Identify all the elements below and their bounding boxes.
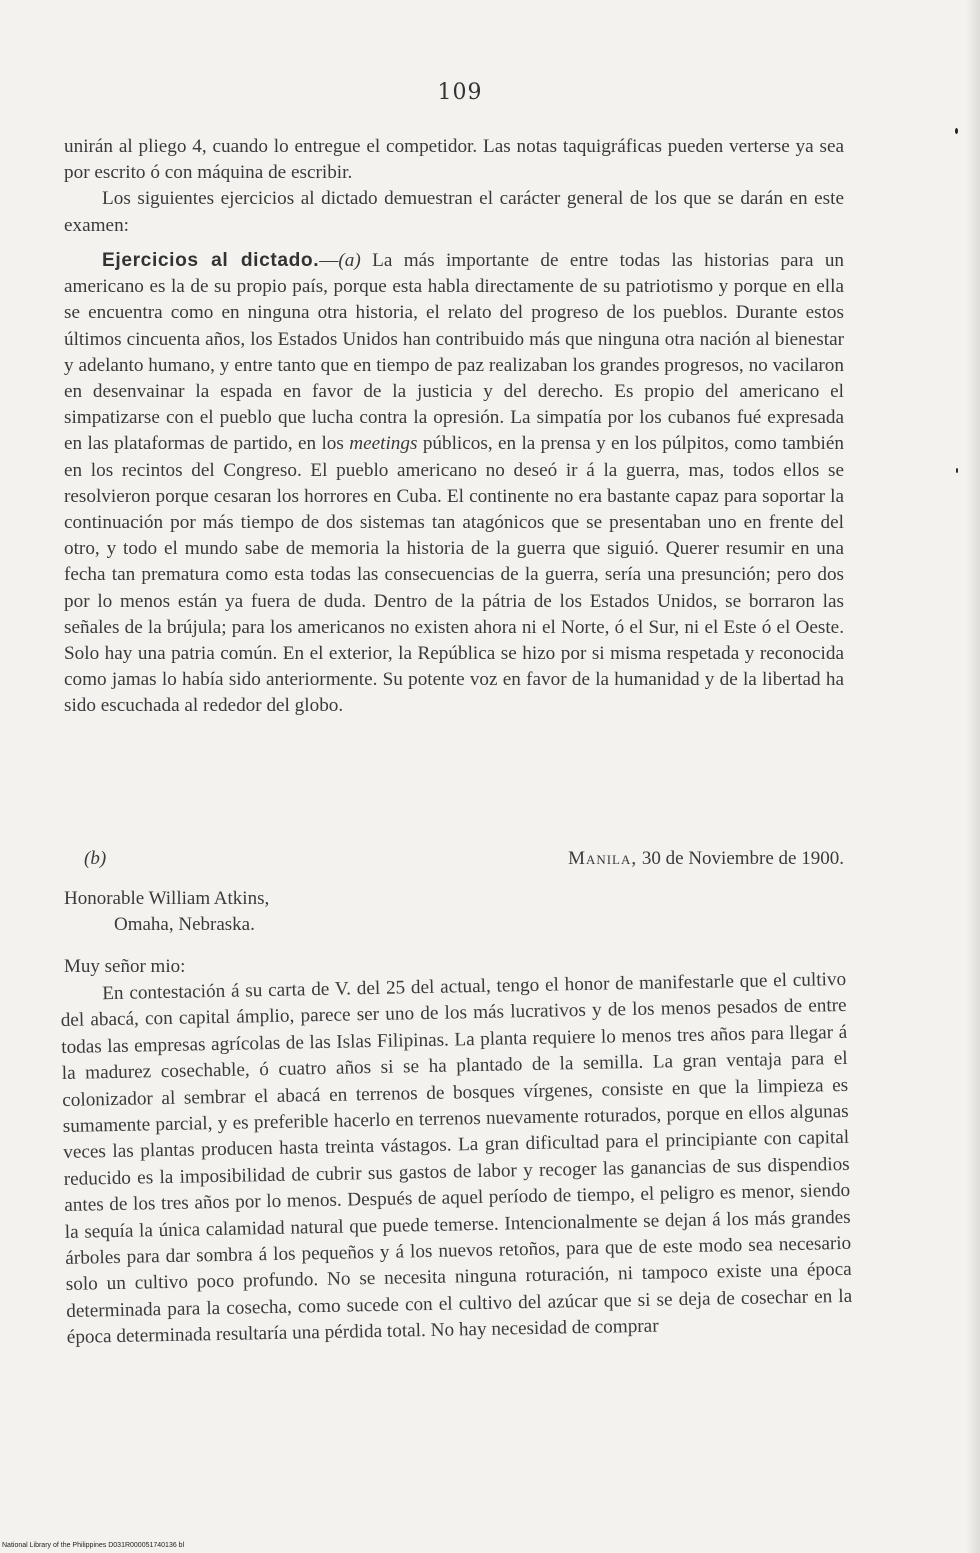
page-number: 109 — [437, 80, 483, 105]
scan-speck — [956, 468, 958, 473]
exercise-a-text-1: La más importante de entre todas las historias para un americano es la de su propio país, porque esta habla directamente de su patriotismo y porque en ella se encuentra como en ninguna otra historia, el relato del progreso de los pueblos. Durante estos últimos cincuenta años, los Estados Unidos han contribuido más que ninguna otra nación al bienestar y adelanto humano, y entre tanto que en tiempo de paz realizaban los grandes progresos, no vacilaron en desenvainar la espada en favor de la justicia y del derecho. Es propio del americano el simpatizarse con el pueblo que lucha contra la opresión. La simpatía por los cubanos fué expresada en las plataformas de partido, en los — [64, 250, 845, 455]
letter-header — [64, 848, 844, 878]
letter-date-rest: 30 de Noviembre de 1900. — [641, 848, 844, 869]
exercise-b-label: (b) — [84, 848, 107, 869]
footer-credit: National Library of the Philippines D031R000051740136 bl — [2, 1542, 185, 1549]
letter-date — [568, 848, 844, 870]
exercise-a-section — [64, 248, 844, 720]
addressee-block — [64, 886, 269, 938]
exercise-a-label: (a) — [338, 250, 361, 271]
scan-speck — [955, 128, 958, 134]
exercise-a-text-2: públicos, en la prensa y en los púlpitos, como también en los recintos del Congreso. El pueblo americano no deseó ir á la guerra, mas, todos ellos se resolvieron porque cesaran los horrores en Cuba. El continente no era bastante capaz para soportar la continuación por más tiempo de dos sistemas tan atagónicos que se presentaban uno en frente del otro, y todo el mundo sabe de memoria la historia de la guerra que siguió. Querer resumir en una fecha tan prematura como esta todas las consecuencias de la guerra, sería una presunción; pero dos por lo menos están ya fuera de duda. Dentro de la pátria de los Estados Unidos, se borraron las señales de la brújula; para los americanos no existen ahora ni el Norte, ó el Sur, ni el Este ó el Oeste. Solo hay una patria común. En el exterior, la República se hizo por si misma respetada y reconocida como jamas lo había sido anteriormente. Su potente voz en favor de la humanidad y de la libertad ha sido escuchada al rededor del globo. — [64, 433, 845, 717]
exercise-heading: Ejercicios al dictado. — [102, 250, 320, 271]
salutation: Muy señor mio: — [64, 956, 186, 977]
exercise-dash: — — [319, 250, 339, 271]
letter-paragraph: En contestación á su carta de V. del 25 del actual, tengo el honor de manifestarle que el cultivo del abacá, con capital ámplio, parece ser uno de los más lucrativos y de los menos pesados de entre todas las empresas agrícolas de las Islas Filipinas. La planta requiere lo menos tres años para llegar á la madurez cosechable, ó cuatro años si se ha plantado de la semilla. La gran ventaja para el colonizador al sembrar el abacá en terrenos de bosques vírgenes, consiste en que la limpieza es sumamente parcial, y es preferible hacerlo en terrenos nuevamente roturados, porque en ellos algunas veces las plantas producen hasta treinta vástagos. La gran dificultad para el principiante con capital reducido es la imposibilidad de cubrir sus gastos de labor y recoger las ganancias de sus dispendios antes de los tres años por lo menos. Después de aquel período de tiempo, el peligro es menor, siendo la sequía la única calamidad natural que puede temerse. Intencionalmente se dejan á los más grandes árboles para dar sombra á los pequeños y á los nuevos retoños, para que de este modo sea necesario solo un cultivo poco profundo. No se necesita ninguna roturación, ni tampoco existe una época determinada para la cosecha, como sucede con el cultivo del azúcar que si se deja de cosechar en la época determinada resultaría una pérdida total. No hay necesidad de comprar — [60, 968, 853, 1349]
intro-paragraph-2: Los siguientes ejercicios al dictado demuestran el carácter general de los que se darán en este examen: — [64, 188, 844, 236]
exercise-a-paragraph — [64, 248, 844, 720]
intro-paragraph-1: unirán al pliego 4, cuando lo entregue el competidor. Las notas taquigráficas pueden verterse ya sea por escrito ó con máquina de escribir. — [64, 136, 844, 184]
scan-edge-shadow — [966, 0, 980, 1553]
intro-section — [64, 134, 844, 239]
letter-date-city: Manila, — [568, 848, 638, 869]
exercise-a-italic-word: meetings — [349, 433, 418, 455]
addressee-name: Honorable William Atkins, — [64, 888, 270, 909]
letter-body — [60, 967, 853, 1352]
addressee-city: Omaha, Nebraska. — [114, 914, 255, 935]
